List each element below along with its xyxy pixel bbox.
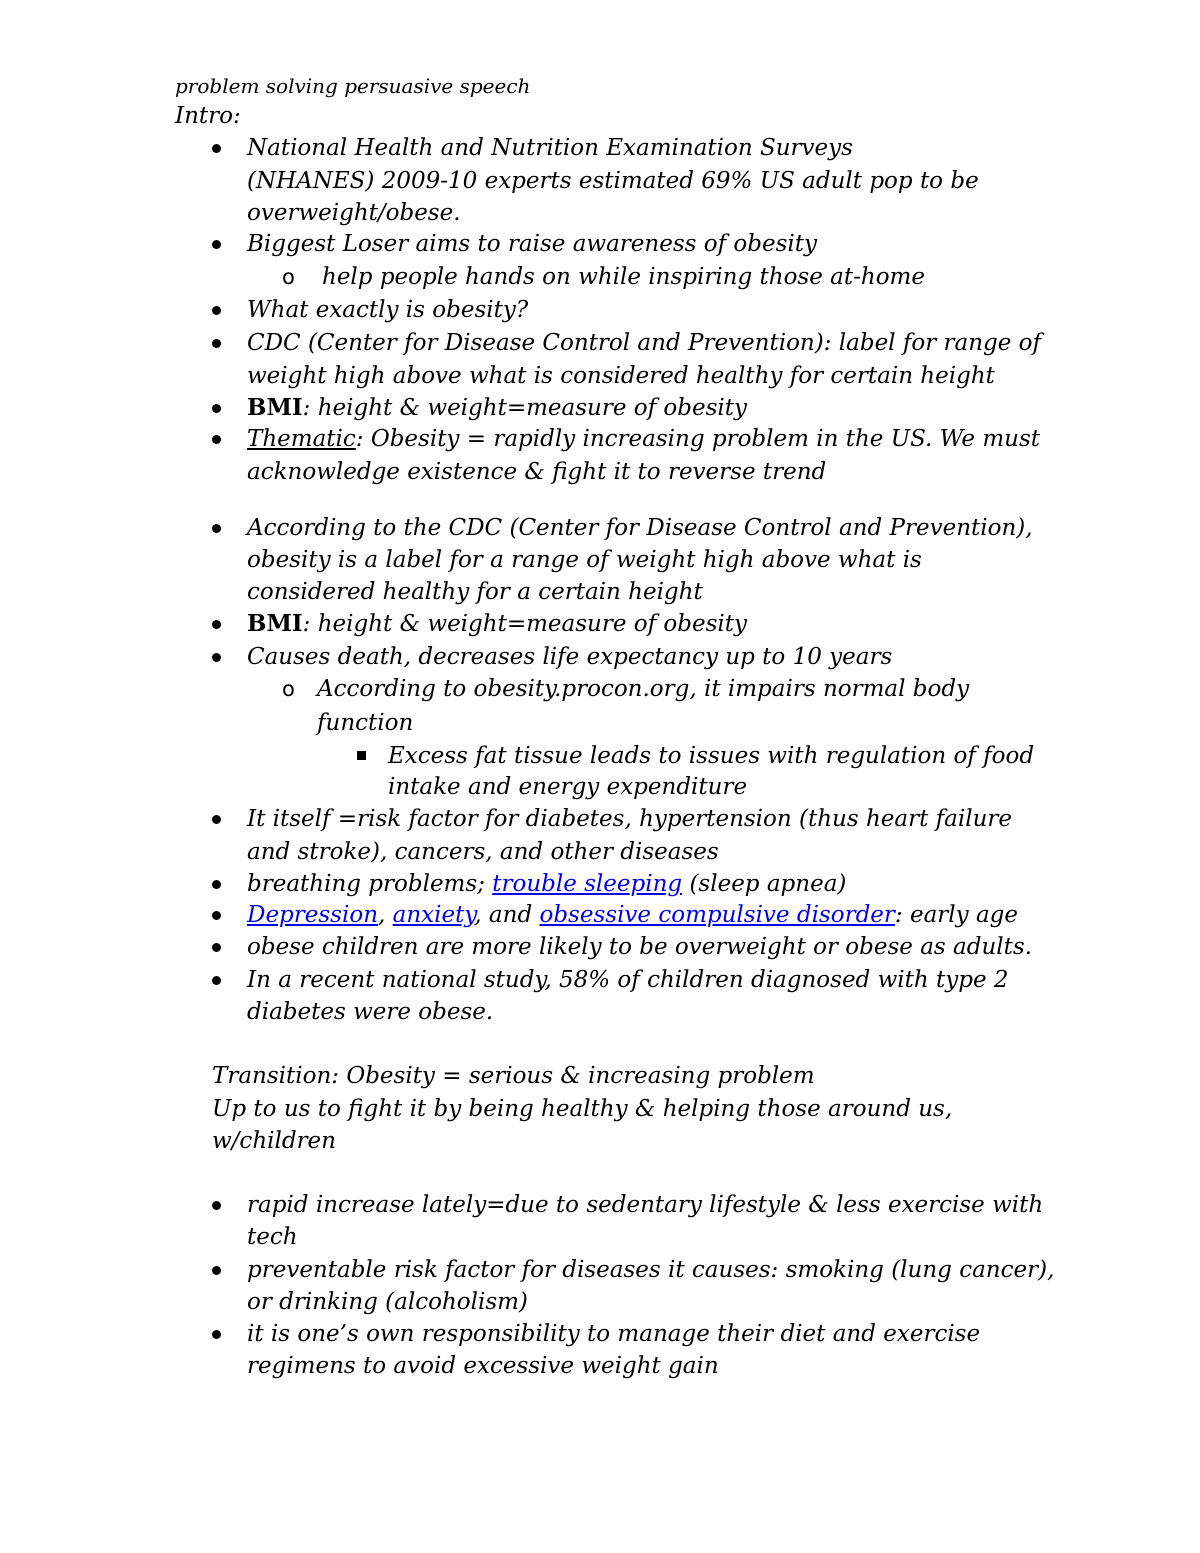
sub-item-hands-on: help people hands on while inspiring those at-home [322,264,925,290]
bullet-icon [212,620,221,629]
bullet-icon [212,1266,221,1275]
bullet-icon [212,815,221,824]
bullet-icon [212,339,221,348]
breathing-pre: breathing problems; [247,871,493,897]
bmi2-rest: : height & weight=measure of obesity [302,611,748,637]
doc-title: problem solving persuasive speech [175,74,531,98]
bullet-icon [212,240,221,249]
square-bullet-icon [357,751,366,760]
bullet-icon [212,976,221,985]
list-item-nhanes-line1: National Health and Nutrition Examination Surveys [247,135,853,161]
bullet-icon [212,306,221,315]
hollow-bullet-icon: o [282,677,295,701]
list-item-depression [247,899,1018,931]
list-item-study-line1: In a recent national study, 58% of children diagnosed with type 2 [247,967,1009,993]
list-item-biggest-loser: Biggest Loser aims to raise awareness of obesity [247,231,818,257]
list-item-thematic-line1 [247,423,1040,455]
list-item-cdc2-line2: obesity is a label for a range of weight high above what is [247,547,922,573]
list-item-cdc-line1: CDC (Center for Disease Control and Prevention): label for range of [247,330,1042,356]
bmi2-bold: BMI [247,610,303,637]
list-item-risk-line1: It itself =risk factor for diabetes, hypertension (thus heart failure [247,806,1013,832]
anxiety-link[interactable]: anxiety [392,902,475,928]
list-item-preventable-line1: preventable risk factor for diseases it causes: smoking (lung cancer), [247,1257,1055,1283]
bullet-icon [212,435,221,444]
breathing-post: (sleep apnea) [682,871,847,897]
list-item-bmi2 [247,608,747,640]
list-item-causes-death: Causes death, decreases life expectancy up to 10 years [247,644,893,670]
early-age-text: : early age [894,902,1018,928]
and-separator: , and [474,902,540,928]
bmi-bold: BMI [247,394,303,421]
ocd-link[interactable]: obsessive compulsive disorder [539,902,895,928]
bullet-icon [212,880,221,889]
thematic-rest: : Obesity = rapidly increasing problem in the US. We must [355,426,1040,452]
bullet-icon [212,524,221,533]
list-item-breathing [247,868,846,900]
list-item-cdc2-line1: According to the CDC (Center for Disease Control and Prevention), [247,515,1033,541]
list-item-cdc-line2: weight high above what is considered healthy for certain height [247,363,995,389]
list-item-nhanes-line2: (NHANES) 2009-10 experts estimated 69% US adult pop to be [247,168,979,194]
list-item-rapid-line1: rapid increase lately=due to sedentary lifestyle & less exercise with [247,1192,1044,1218]
sub-item-procon-line2: function [317,710,414,736]
list-item-thematic-line2: acknowledge existence & fight it to reverse trend [247,459,827,485]
sub-sub-item-fat-line2: intake and energy expenditure [388,774,748,800]
intro-heading: Intro: [175,103,241,129]
list-item-risk-line2: and stroke), cancers, and other diseases [247,839,719,865]
depression-link[interactable]: Depression [247,902,379,928]
sub-item-procon-line1: According to obesity.procon.org, it impairs normal body [317,676,970,702]
thematic-label: Thematic [247,426,356,452]
bmi-rest: : height & weight=measure of obesity [302,395,748,421]
list-item-bmi [247,392,747,424]
trouble-sleeping-link[interactable]: trouble sleeping [492,871,683,897]
bullet-icon [212,144,221,153]
hollow-bullet-icon: o [282,265,295,289]
list-item-rapid-line2: tech [247,1224,298,1250]
bullet-icon [212,404,221,413]
list-item-study-line2: diabetes were obese. [247,999,494,1025]
list-item-what-is-obesity: What exactly is obesity? [247,297,529,323]
bullet-icon [212,1330,221,1339]
bullet-icon [212,943,221,952]
sub-sub-item-fat-line1: Excess fat tissue leads to issues with regulation of food [388,743,1035,769]
list-item-preventable-line2: or drinking (alcoholism) [247,1289,528,1315]
comma-separator: , [378,902,393,928]
transition-line3: w/children [212,1128,336,1154]
list-item-responsibility-line2: regimens to avoid excessive weight gain [247,1353,719,1379]
bullet-icon [212,911,221,920]
list-item-nhanes-line3: overweight/obese. [247,200,461,226]
list-item-cdc2-line3: considered healthy for a certain height [247,579,703,605]
bullet-icon [212,1201,221,1210]
list-item-responsibility-line1: it is one’s own responsibility to manage their diet and exercise [247,1321,981,1347]
bullet-icon [212,653,221,662]
list-item-obese-children: obese children are more likely to be overweight or obese as adults. [247,934,1032,960]
transition-line2: Up to us to fight it by being healthy & helping those around us, [212,1096,953,1122]
transition-line1: Transition: Obesity = serious & increasing problem [212,1063,815,1089]
